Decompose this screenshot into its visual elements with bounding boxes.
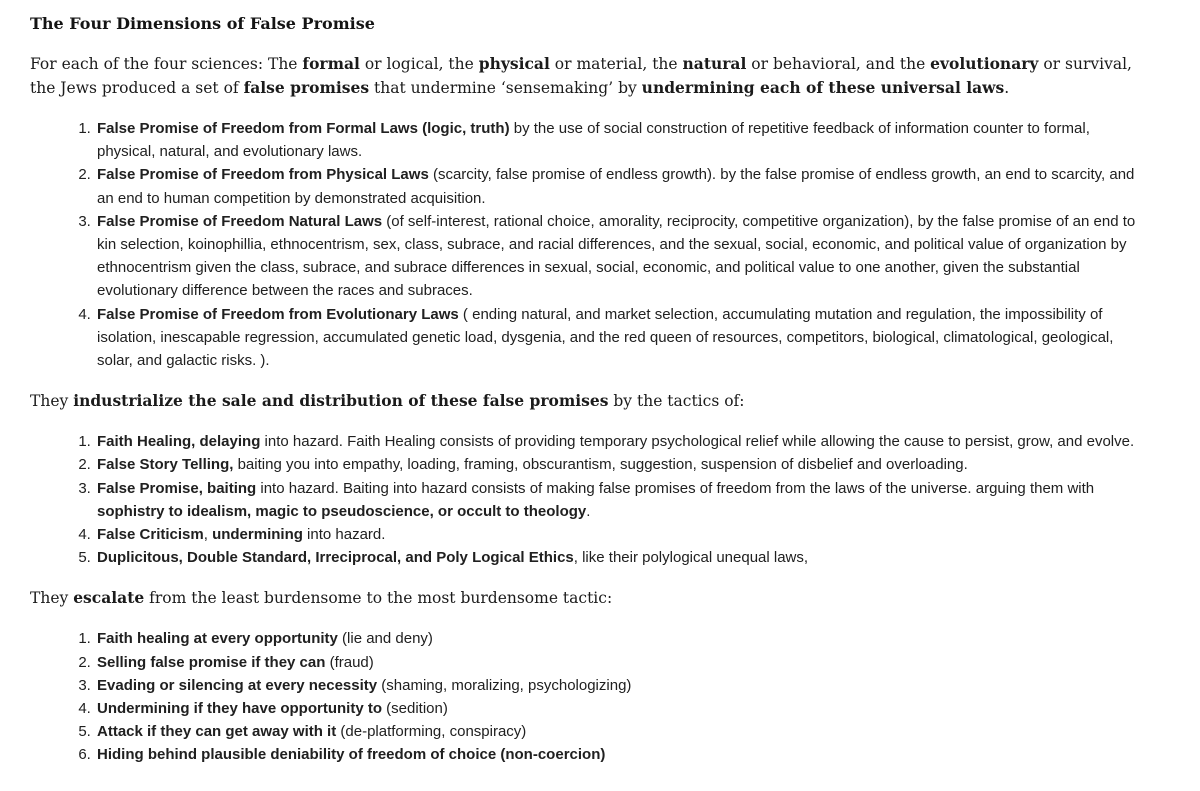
list-item <box>95 430 1150 453</box>
list-item <box>95 523 1150 546</box>
list-item <box>95 627 1150 650</box>
bold-text-segment: evolutionary <box>930 54 1039 73</box>
text-segment: , <box>203 526 213 544</box>
text-segment: They <box>30 589 74 608</box>
bold-text-segment: Evading or silencing at every necessity <box>97 676 378 694</box>
list-item <box>95 453 1150 476</box>
text-segment: into hazard. <box>302 526 386 544</box>
text-segment: (of self-interest, rational choice, amorality, reciprocity, competitive organization), by the false promise of an end to kin selection, koinophillia, ethnocentrism, sex, class, subrace, and racial differences, and the sexual, social, economic, and political value of organization by ethnocentrism given the class, subrace, and subrace differences in sexual, social, economic, and political value to one another, given the substantial evolutionary difference between the races and subraces. <box>97 212 1136 300</box>
bold-text-segment: false promises <box>243 78 370 97</box>
text-segment: (lie and deny) <box>337 630 433 648</box>
intro-paragraph <box>30 52 1150 100</box>
text-segment: from the least burdensome to the most burdensome tactic: <box>144 589 613 608</box>
bold-text-segment: False Promise of Freedom from Physical Laws <box>97 166 429 184</box>
text-segment: or material, the <box>549 55 683 73</box>
text-segment: or logical, the <box>359 55 479 73</box>
bold-text-segment: Selling false promise if they can <box>97 653 326 671</box>
bold-text-segment: natural <box>682 54 747 73</box>
bold-text-segment: False Story Telling, <box>97 456 234 474</box>
list-item <box>95 117 1150 163</box>
bold-text-segment: Faith healing at every opportunity <box>97 630 338 648</box>
bold-text-segment: False Promise of Freedom from Formal Laws (logic, truth) <box>97 120 510 137</box>
bold-text-segment: undermining <box>212 526 303 544</box>
text-segment: into hazard. Faith Healing consists of providing temporary psychological relief while allowing the cause to persist, grow, and evolve. <box>260 433 1135 451</box>
list-item <box>95 303 1150 373</box>
escalation-intro-paragraph <box>30 586 1150 610</box>
bold-text-segment: sophistry to idealism, magic to pseudoscience, or occult to theology <box>97 502 587 520</box>
list-item <box>95 163 1150 209</box>
text-segment: (sedition) <box>382 700 448 718</box>
bold-text-segment: industrialize the sale and distribution of these false promises <box>73 391 609 411</box>
text-segment: or behavioral, and the <box>746 55 931 73</box>
text-segment: by the use of social construction of repetitive feedback of information counter to formal, physical, natural, and evolutionary laws. <box>97 120 1090 161</box>
bold-text-segment: physical <box>478 54 550 73</box>
bold-text-segment: Duplicitous, Double Standard, Irreciprocal, and Poly Logical Ethics <box>97 549 574 567</box>
text-segment: (shaming, moralizing, psychologizing) <box>377 676 632 694</box>
text-segment: , like their polylogical unequal laws, <box>573 549 809 567</box>
bold-text-segment: Hiding behind plausible deniability of freedom of choice (non-coercion) <box>97 746 606 764</box>
dimensions-list <box>30 117 1150 372</box>
bold-text-segment: Undermining if they have opportunity to <box>97 700 382 718</box>
text-segment: . <box>586 502 591 520</box>
bold-text-segment: Attack if they can get away with it <box>97 723 337 741</box>
tactics-intro-paragraph <box>30 389 1150 413</box>
list-item <box>95 651 1150 674</box>
bold-text-segment: False Promise of Freedom Natural Laws <box>97 212 383 230</box>
bold-text-segment: False Promise, baiting <box>97 479 257 497</box>
text-segment: by the tactics of: <box>608 392 745 411</box>
text-segment: that undermine ‘sensemaking’ by <box>369 79 642 97</box>
list-item <box>95 477 1150 523</box>
list-item <box>95 720 1150 743</box>
bold-text-segment: escalate <box>73 588 145 608</box>
bold-text-segment: False Promise of Freedom from Evolutionary Laws <box>97 305 459 323</box>
text-segment: baiting you into empathy, loading, framing, obscurantism, suggestion, suspension of disbelief and overloading. <box>233 456 968 474</box>
list-item <box>95 546 1150 569</box>
bold-text-segment: False Criticism <box>97 526 204 544</box>
text-segment: For each of the four sciences: The <box>30 55 303 73</box>
list-item <box>95 210 1150 303</box>
text-segment: into hazard. Baiting into hazard consists of making false promises of freedom from the laws of the universe. arguing them with <box>256 479 1095 497</box>
bold-text-segment: undermining each of these universal laws <box>641 78 1005 97</box>
text-segment: (fraud) <box>325 653 374 671</box>
text-segment: (scarcity, false promise of endless growth). by the false promise of endless growth, an end to scarcity, and an end to human competition by demonstrated acquisition. <box>97 166 1135 207</box>
list-item <box>95 697 1150 720</box>
list-item <box>95 674 1150 697</box>
text-segment: They <box>30 392 74 411</box>
escalation-list <box>30 627 1150 766</box>
page-title: The Four Dimensions of False Promise <box>30 14 375 33</box>
bold-text-segment: formal <box>302 54 360 73</box>
text-segment: . <box>1004 79 1010 97</box>
list-item <box>95 743 1150 766</box>
bold-text-segment: Faith Healing, delaying <box>97 433 261 451</box>
tactics-list <box>30 430 1150 569</box>
text-segment: or survival, the Jews produced a set of <box>30 55 1132 97</box>
text-segment: (de-platforming, conspiracy) <box>336 723 527 741</box>
text-segment: ( ending natural, and market selection, accumulating mutation and regulation, the impossibility of isolation, inescapable regression, accumulated genetic load, dysgenia, and the red queen of resources, competitors, biological, climatological, geological, solar, and galactic risks. ). <box>97 305 1114 370</box>
